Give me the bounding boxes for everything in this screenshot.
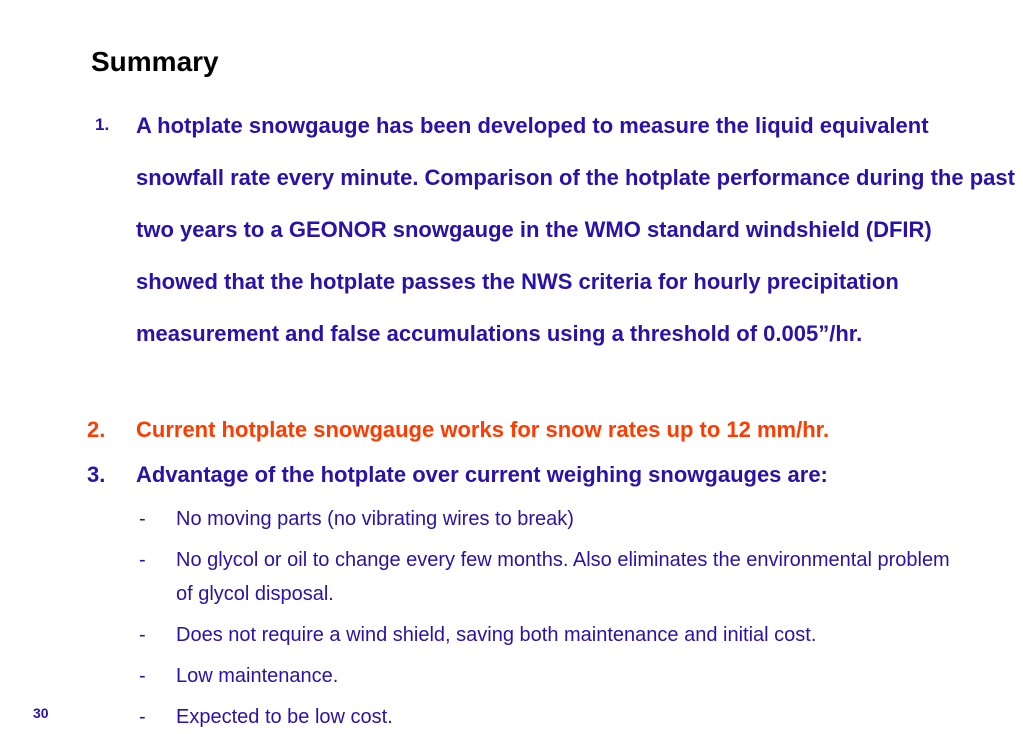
subitem-5-text: Expected to be low cost.	[176, 706, 393, 728]
item-1-number: 1.	[95, 115, 110, 134]
subitem-1-text: No moving parts (no vibrating wires to break)	[176, 508, 574, 530]
subitem-3	[136, 618, 956, 652]
subitem-2-bullet: -	[139, 549, 146, 571]
subitem-5-bullet: -	[139, 706, 146, 728]
subitem-1-bullet: -	[139, 508, 146, 530]
page-number: 30	[33, 705, 49, 721]
subitem-2	[136, 543, 956, 611]
item-1-text: A hotplate snowgauge has been developed to measure the liquid equivalent snowfall rate every minute. Comparison of the hotplate performance during the past two years to a GEONOR snowgauge in the WMO standard windshield (DFIR) showed that the hotplate passes the NWS criteria for hourly precipitation measurement and false accumulations using a threshold of 0.005”/hr.	[136, 113, 1015, 346]
subitem-3-bullet: -	[139, 624, 146, 646]
item-3-number: 3.	[87, 462, 106, 487]
slide-title: Summary	[91, 46, 219, 77]
subitem-2-text: No glycol or oil to change every few months. Also eliminates the environmental problem of glycol disposal.	[176, 549, 950, 605]
subitem-4-bullet: -	[139, 665, 146, 687]
item-3-text: Advantage of the hotplate over current weighing snowgauges are:	[136, 462, 828, 487]
subitem-4-text: Low maintenance.	[176, 665, 339, 687]
subitem-5	[136, 700, 956, 734]
subitem-4	[136, 659, 956, 693]
subitem-3-text: Does not require a wind shield, saving both maintenance and initial cost.	[176, 624, 817, 646]
item-2-text: Current hotplate snowgauge works for snow rates up to 12 mm/hr.	[136, 417, 830, 442]
item-2-number: 2.	[87, 417, 106, 442]
subitem-1	[136, 502, 956, 536]
